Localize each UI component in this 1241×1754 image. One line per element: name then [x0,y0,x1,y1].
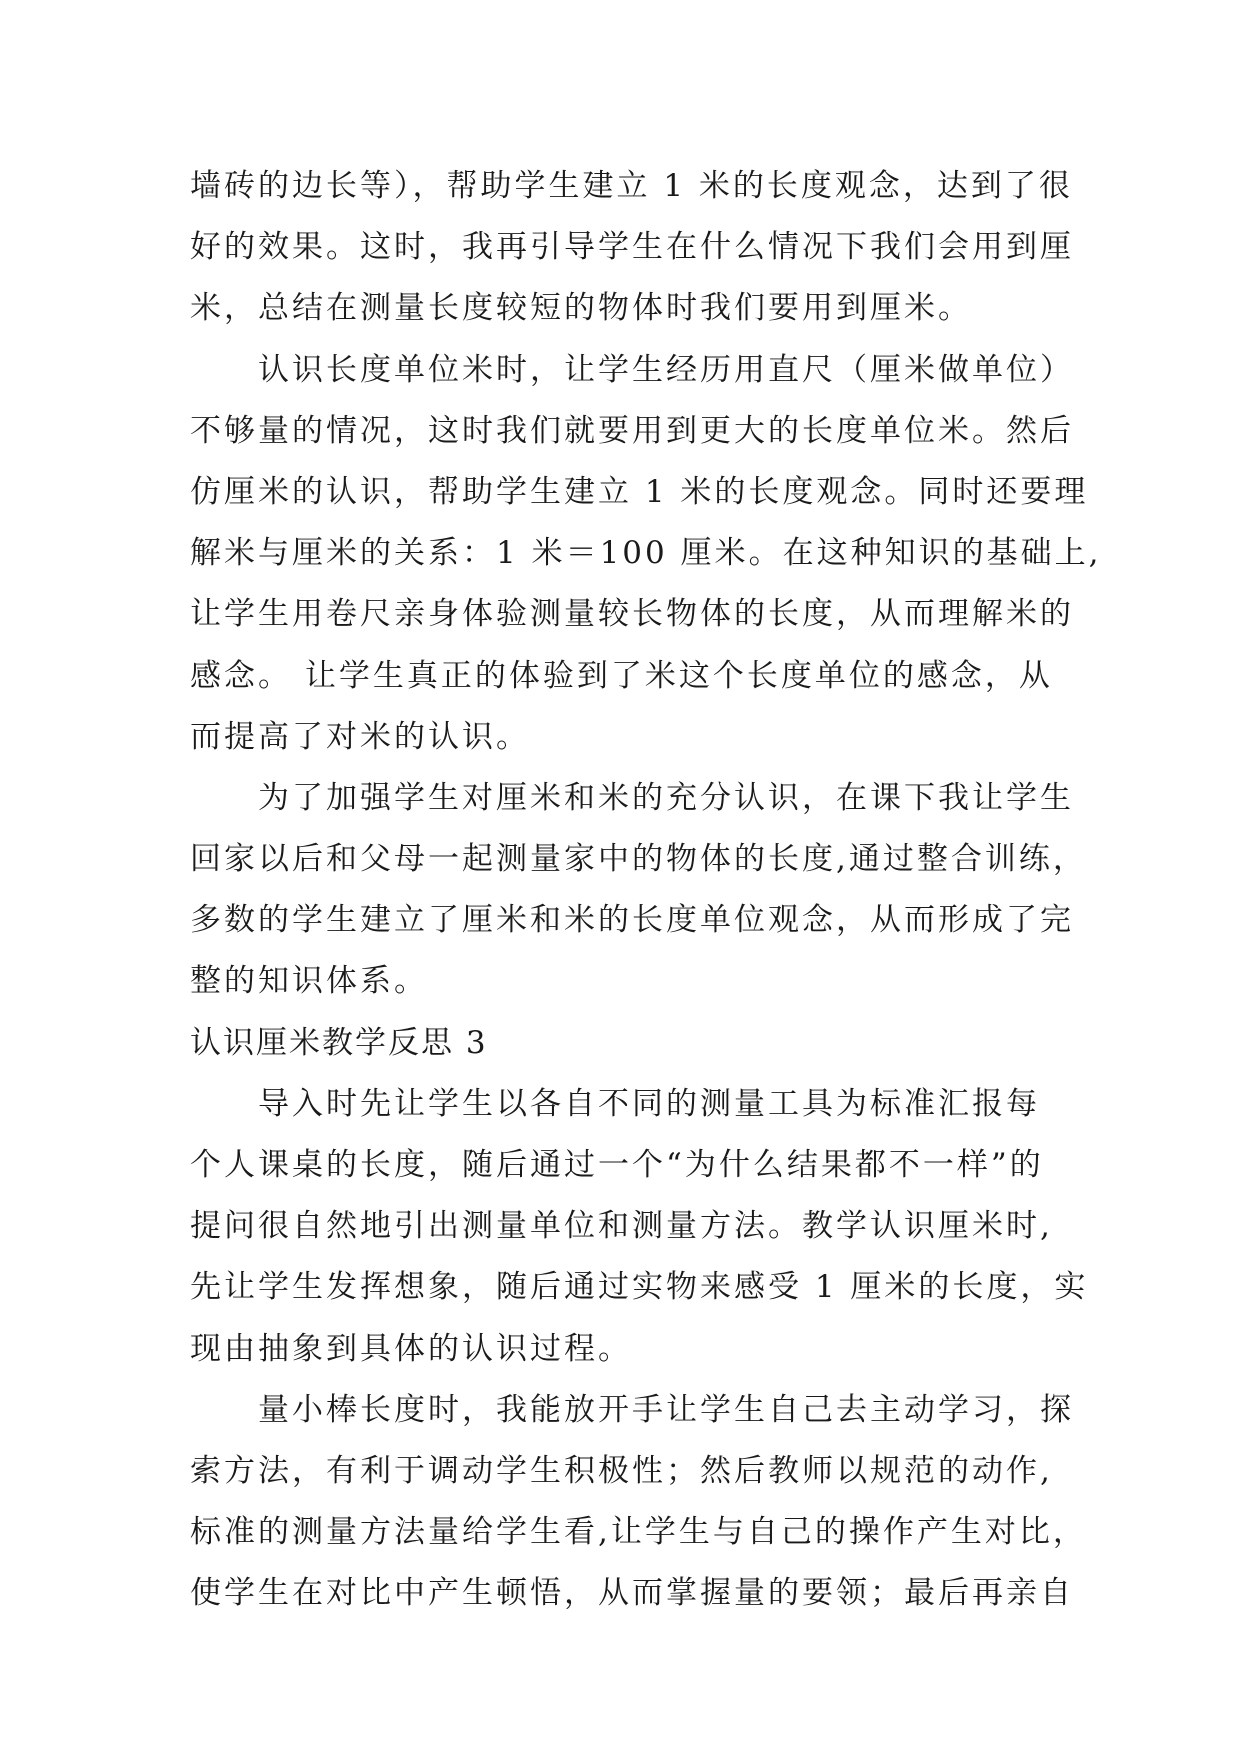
text-line: 使学生在对比中产生顿悟，从而掌握量的要领；最后再亲自 [190,1575,1074,1612]
section-heading: 认识厘米教学反思 3 [190,1024,488,1061]
text-line: 回家以后和父母一起测量家中的物体的长度,通过整合训练， [190,841,1087,878]
text-line: 整的知识体系。 [190,963,428,1000]
text-line: 米，总结在测量长度较短的物体时我们要用到厘米。 [190,290,972,327]
text-line: 不够量的情况，这时我们就要用到更大的长度单位米。然后 [190,412,1074,449]
text-line: 好的效果。这时，我再引导学生在什么情况下我们会用到厘 [190,229,1074,266]
text-line: 感念。 让学生真正的体验到了米这个长度单位的感念，从 [190,657,1053,694]
paragraph-start-line: 量小棒长度时，我能放开手让学生自己去主动学习，探 [258,1391,1074,1428]
text-line: 现由抽象到具体的认识过程。 [190,1330,632,1367]
text-line: 先让学生发挥想象，随后通过实物来感受 1 厘米的长度，实 [190,1269,1089,1306]
text-line: 解米与厘米的关系：1 米＝100 厘米。在这种知识的基础上, [190,535,1102,572]
text-line: 标准的测量方法量给学生看,让学生与自己的操作产生对比， [190,1514,1087,1551]
paragraph-start-line: 为了加强学生对厘米和米的充分认识，在课下我让学生 [258,779,1074,816]
text-line: 墙砖的边长等），帮助学生建立 1 米的长度观念，达到了很 [190,168,1073,204]
text-line: 提问很自然地引出测量单位和测量方法。教学认识厘米时, [190,1208,1053,1245]
document-body [190,156,1102,1625]
text-line: 个人课桌的长度，随后通过一个“为什么结果都不一样”的 [190,1147,1044,1183]
paragraph-start-line: 导入时先让学生以各自不同的测量工具为标准汇报每 [258,1085,1040,1122]
text-line: 而提高了对米的认识。 [190,718,530,755]
text-line: 多数的学生建立了厘米和米的长度单位观念，从而形成了完 [190,902,1074,939]
text-line: 仿厘米的认识，帮助学生建立 1 米的长度观念。同时还要理 [190,473,1089,510]
text-line: 索方法，有利于调动学生积极性；然后教师以规范的动作, [190,1452,1053,1489]
paragraph-start-line: 认识长度单位米时，让学生经历用直尺（厘米做单位） [258,351,1074,388]
text-line: 让学生用卷尺亲身体验测量较长物体的长度，从而理解米的 [190,596,1074,633]
